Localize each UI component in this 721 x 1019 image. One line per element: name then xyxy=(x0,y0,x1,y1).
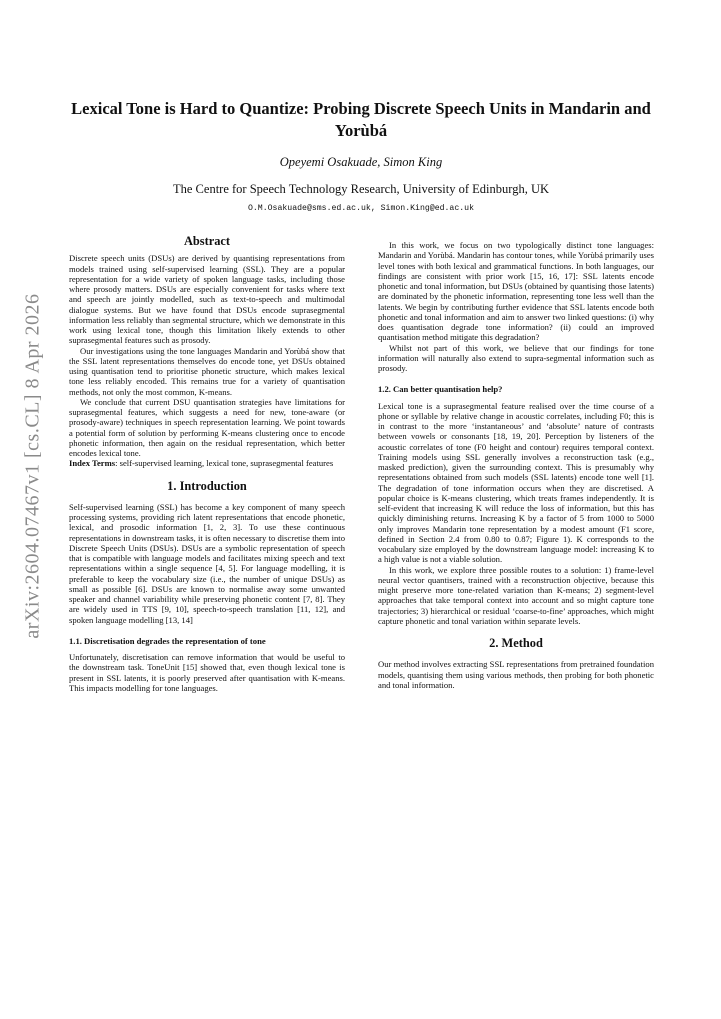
introduction-heading: 1. Introduction xyxy=(167,478,247,493)
index-terms-text: : self-supervised learning, lexical tone, suprasegmental features xyxy=(115,458,334,469)
section-1-2-heading: 1.2. Can better quantisation help? xyxy=(378,384,503,395)
section-1-1-paragraph: Unfortunately, discretisation can remove information that would be useful to the downstream task. ToneUnit [15] showed that, even though lexical tone is present in SSL latents, it is poorly preserved after quantisation with K-means. This impacts modelling for tone languages. xyxy=(69,652,345,693)
index-terms-label: Index Terms xyxy=(69,458,116,469)
method-heading: 2. Method xyxy=(489,636,543,650)
abstract-paragraph: Our investigations using the tone languages Mandarin and Yorùbá show that the SSL latent representations themselves do encode tone, yet DSUs obtained using quantisation tend to prioritise phonetic structure, which makes lexical tone less reliably encoded. This remains true for a variety of quantisation methods, not only the most common, K-means. xyxy=(69,345,345,397)
arxiv-identifier-text: arXiv:2604.07467v1 [cs.CL] 8 Apr 2026 xyxy=(21,293,44,639)
section-1-1-paragraph: In this work, we focus on two typologically distinct tone languages: Mandarin and Yorùbá. Mandarin has contour tones, while Yorùbá primarily uses level tones with both lexical and grammatical functions. In both languages, our findings are consistent with prior work [15, 16, 17]: SSL latents encode phonetic and tonal information, but DSUs (obtained by quantising those latents) are dominated by the phonetic information, representing tone less well than the latents. We begin by contributing further evidence that SSL latents encode both phonetic and tonal information and aim to answer two linked questions: (i) why does quantisation degrade tone information? (ii) could an improved quantisation method mitigate this degradation? xyxy=(378,240,654,343)
paper-title: Lexical Tone is Hard to Quantize: Probing Discrete Speech Units in Mandarin and Yorùbá xyxy=(71,99,651,140)
abstract-heading: Abstract xyxy=(183,234,231,248)
abstract-paragraph: Discrete speech units (DSUs) are derived by quantising representations from models trained using self-supervised learning (SSL). They are a popular representation for a wide variety of spoken language tasks, including those where prosody matters. DSUs are especially convenient for tasks where text and speech are jointly modelled, such as text-to-speech and multimodal dialogue systems. But we have found that DSUs encode suprasegmental information less reliably than segmental structure, which we demonstrate in this work using lexical tone, though this limitation likely extends to other suprasegmental features such as prosody. xyxy=(69,253,345,346)
right-column xyxy=(378,240,654,690)
left-column xyxy=(69,236,345,693)
abstract-paragraph: We conclude that current DSU quantisation strategies have limitations for suprasegmental features, which suggests a need for new, tone-aware (or prosody-aware) techniques in speech representation learning. We point towards a potential form of solution by performing K-means clustering once to encode phonetic information, then again on the residual representation, which better encodes lexical tone. xyxy=(69,396,345,458)
index-terms xyxy=(69,458,345,468)
section-1-1-paragraph: Whilst not part of this work, we believe that our findings for tone information will naturally also extend to supra-segmental information such as prosody. xyxy=(378,342,654,373)
introduction-paragraph: Self-supervised learning (SSL) has become a key component of many speech processing systems, providing rich latent representations that encode phonetic, lexical, and prosodic information [1, 2, 3]. To use these continuous representations in downstream tasks, it is often necessary to discretise them into Discrete Speech Units (DSUs). DSUs are a symbolic representation of speech that is compatible with language models and facilitates mixing speech and text representations within a single sequence [4, 5]. For language modelling, it is preferable to keep the vocabulary size (i.e., the number of unique DSUs) as small as possible [6]. DSUs are known to normalise away some unwanted speaker and channel variability while preserving phonetic content [7, 8]. They are widely used in TTS [9, 10], speech-to-speech translation [11, 12], and spoken language modelling [13, 14] xyxy=(69,501,345,625)
paper-affiliation: The Centre for Speech Technology Research, University of Edinburgh, UK xyxy=(173,182,549,196)
arxiv-identifier xyxy=(10,268,56,664)
section-1-2-paragraph: Lexical tone is a suprasegmental feature realised over the time course of a phone or syllable by relative change in acoustic correlates, including F0; this is in contrast to the more ‘instantaneous’ and ‘absolute’ nature of contrasts between vowels or consonants [18, 19, 20]. Perception by listeners of the acoustic correlates of tone (F0 height and contour) requires temporal context. Training models using SSL generally involves a reconstruction task (e.g., masked prediction), given the surrounding context. This is presumably why representations obtained from such models (SSL latents) encode tone well [1]. The degradation of tone information occurs when they are discretised. A popular choice is K-means clustering, which treats frames independently. It is self-evident that increasing K will reduce the loss of information, but this has quickly diminishing returns. Increasing K by a factor of 5 from 1000 to 5000 only improves Mandarin tone representation by a modest amount (F1 score, defined in Section 2.4 from 0.80 to 0.87; Figure 1). K corresponds to the vocabulary size employed by the downstream language model: increasing K to a high value is not a viable solution. xyxy=(378,400,654,565)
method-paragraph: Our method involves extracting SSL representations from pretrained foundation models, quantising them using various methods, then probing for both phonetic and tonal information. xyxy=(378,659,654,690)
paper-authors: Opeyemi Osakuade, Simon King xyxy=(279,155,443,169)
section-1-1-heading: 1.1. Discretisation degrades the representation of tone xyxy=(69,635,266,646)
author-emails: O.M.Osakuade@sms.ed.ac.uk, Simon.King@ed.ac.uk xyxy=(247,204,474,213)
section-1-2-paragraph: In this work, we explore three possible routes to a solution: 1) frame-level neural vector quantisers, trained with a reconstruction objective, because this might preserve more tone-related variation than K-means; 2) segment-level approaches that take temporal context into account and so might capture tone trajectories; 3) hierarchical or residual ‘coarse-to-fine’ approaches, which might capture phonetic and tonal variation within separate levels. xyxy=(378,564,654,626)
